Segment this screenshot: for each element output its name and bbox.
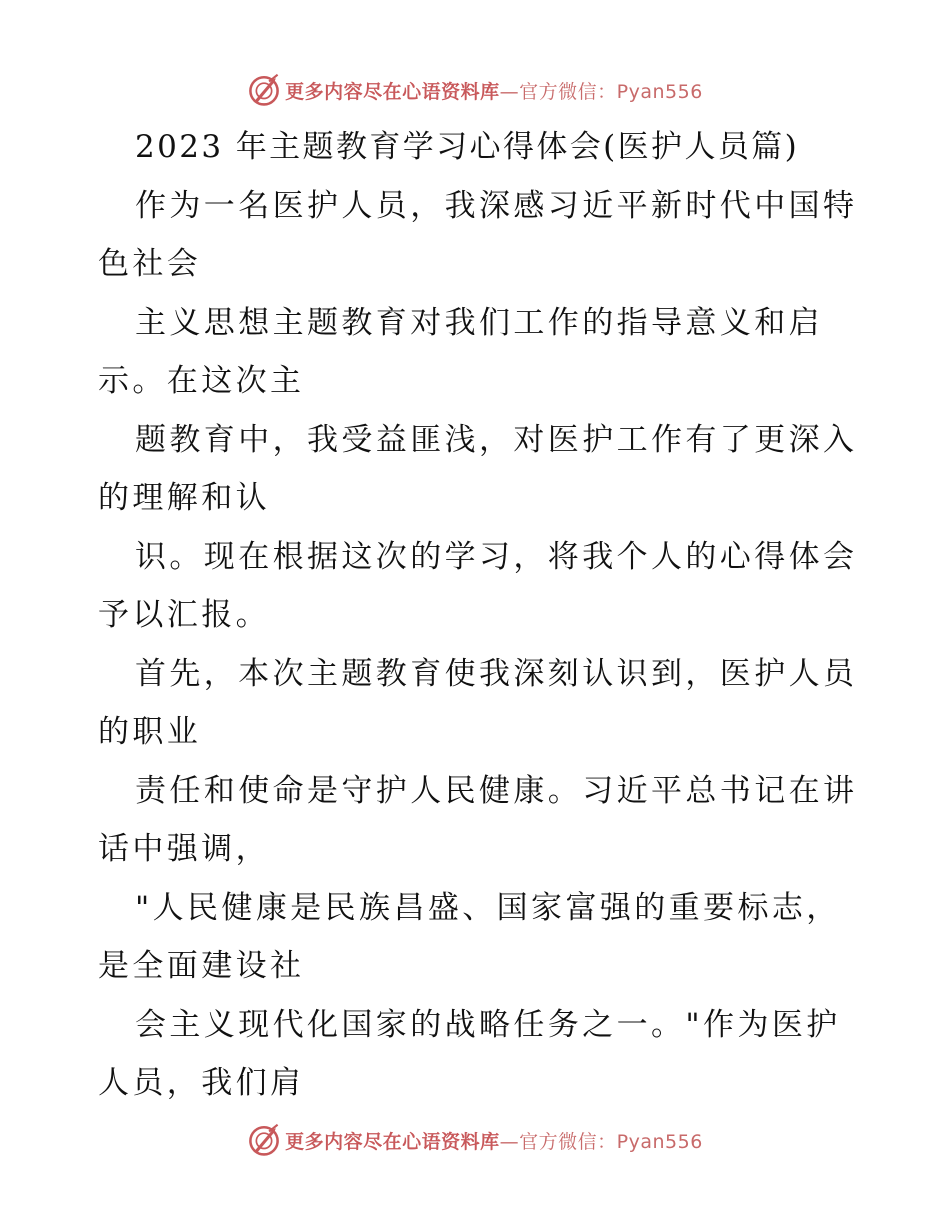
text-line: 作为一名医护人员，我深感习近平新时代中国特	[135, 187, 858, 224]
header-watermark	[0, 70, 950, 110]
text-line: "人民健康是民族昌盛、国家富强的重要标志，	[135, 889, 841, 926]
footer-watermark	[0, 1120, 950, 1160]
text-line: 题教育中，我受益匪浅，对医护工作有了更深入	[135, 421, 858, 458]
document-title: 2023 年主题教育学习心得体会(医护人员篇)	[135, 129, 800, 165]
watermark-wechat-text: —官方微信：Pyan556	[499, 1130, 703, 1153]
text-line: 责任和使命是守护人民健康。习近平总书记在讲	[135, 772, 858, 809]
text-line: 的理解和认	[98, 480, 270, 516]
text-line: 色社会	[98, 246, 202, 282]
text-line: 予以汇报。	[98, 597, 270, 633]
text-line: 会主义现代化国家的战略任务之一。"作为医护	[135, 1006, 841, 1043]
watermark-main-text: 更多内容尽在心语资料库	[285, 80, 500, 103]
document-body	[98, 118, 858, 1113]
text-line: 识。现在根据这次的学习，将我个人的心得体会	[135, 538, 858, 575]
watermark-text	[285, 1127, 703, 1154]
watermark-main-text: 更多内容尽在心语资料库	[285, 1130, 500, 1153]
text-line: 人员，我们肩	[98, 1065, 305, 1101]
text-line: 示。在这次主	[98, 363, 305, 399]
quill-pen-logo-icon	[247, 1123, 281, 1157]
text-line: 首先，本次主题教育使我深刻认识到，医护人员	[135, 655, 858, 692]
watermark-text	[285, 77, 703, 104]
text-line: 主义思想主题教育对我们工作的指导意义和启	[135, 304, 823, 341]
text-line: 的职业	[98, 714, 202, 750]
quill-pen-logo-icon	[247, 73, 281, 107]
text-line: 话中强调，	[98, 831, 270, 867]
watermark-wechat-text: —官方微信：Pyan556	[499, 80, 703, 103]
text-line: 是全面建设社	[98, 948, 305, 984]
